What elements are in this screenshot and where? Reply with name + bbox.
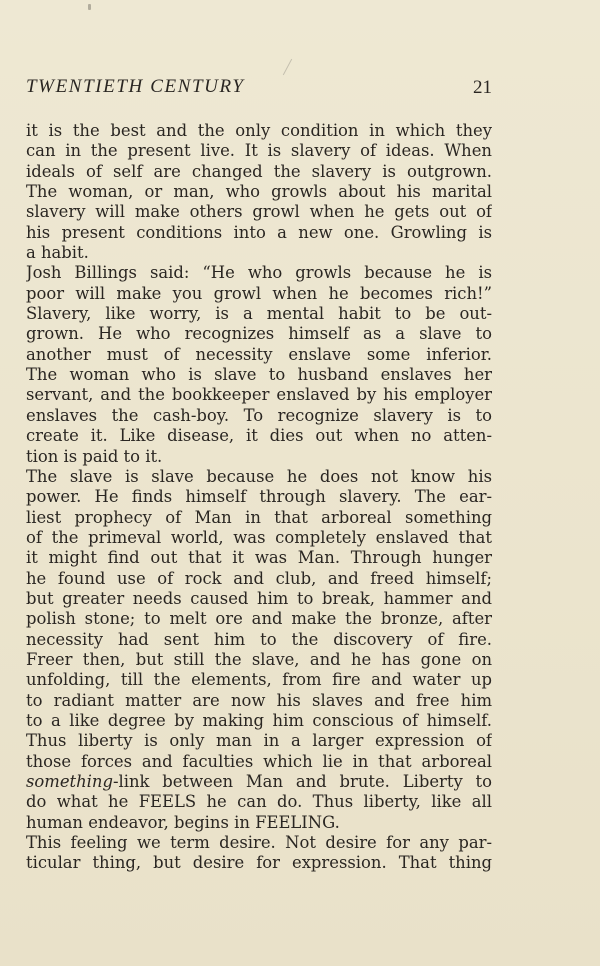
text-line: enslaves the cash-boy. To recognize slavery is to	[26, 405, 492, 425]
text-line: Freer then, but still the slave, and he has gone on	[26, 649, 492, 669]
text-line: unfolding, till the elements, from fire and water up	[26, 670, 492, 690]
text-line: it is the best and the only condition in which they	[26, 121, 492, 140]
text-line: his present conditions into a new one. Growling is	[26, 222, 492, 242]
text-line: ideals of self are changed the slavery is outgrown.	[26, 161, 492, 181]
text-line: to a like degree by making him conscious of himself.	[26, 710, 492, 730]
text-line: The slave is slave because he does not know his	[26, 466, 492, 486]
text-line: power. He finds himself through slavery. The ear-	[26, 487, 492, 507]
text-line: a habit.	[26, 243, 89, 263]
text-line: The woman, or man, who growls about his marital	[26, 182, 492, 202]
body-text	[26, 121, 492, 874]
text-line: another must of necessity enslave some inferior.	[26, 344, 492, 364]
text-line: The woman who is slave to husband enslaves her	[26, 365, 492, 385]
text-line: it might find out that it was Man. Through hunger	[26, 548, 492, 568]
text-line: of the primeval world, was completely enslaved that	[26, 527, 492, 547]
text-line: create it. Like disease, it dies out when no atten-	[26, 426, 492, 446]
text-line: slavery will make others growl when he gets out of	[26, 202, 492, 222]
text-line: do what he FEELS he can do. Thus liberty, like all	[26, 792, 492, 812]
running-head: TWENTIETH CENTURY	[26, 76, 245, 97]
text-line: but greater needs caused him to break, hammer and	[26, 588, 492, 608]
text-line: those forces and faculties which lie in that arboreal	[26, 751, 492, 771]
text-line: Slavery, like worry, is a mental habit to be out-	[26, 304, 492, 324]
page-number: 21	[473, 77, 492, 98]
italic-word: something	[26, 772, 113, 791]
text-line: This feeling we term desire. Not desire for any par-	[26, 833, 492, 853]
text-line: servant, and the bookkeeper enslaved by his employer	[26, 385, 492, 405]
text-line: poor will make you growl when he becomes rich!”	[26, 283, 492, 303]
page-header	[26, 76, 492, 102]
text-line: can in the present live. It is slavery of ideas. When	[26, 141, 492, 161]
text-line: something-link between Man and brute. Liberty to	[26, 772, 492, 791]
pencil-mark	[283, 59, 292, 75]
text-line: necessity had sent him to the discovery of fire.	[26, 629, 492, 649]
text-line: human endeavor, begins in FEELING.	[26, 812, 340, 832]
text-line: grown. He who recognizes himself as a slave to	[26, 324, 492, 344]
text-line: to radiant matter are now his slaves and free him	[26, 690, 492, 710]
ink-speck	[88, 4, 91, 10]
text-line: liest prophecy of Man in that arboreal something	[26, 507, 492, 527]
text-line: polish stone; to melt ore and make the bronze, after	[26, 609, 492, 629]
text-line: Josh Billings said: “He who growls because he is	[26, 263, 492, 283]
text-line: tion is paid to it.	[26, 446, 163, 466]
text-line: Thus liberty is only man in a larger expression of	[26, 731, 492, 751]
text-line: ticular thing, but desire for expression. That thing	[26, 853, 492, 873]
text-line: he found use of rock and club, and freed himself;	[26, 568, 492, 588]
